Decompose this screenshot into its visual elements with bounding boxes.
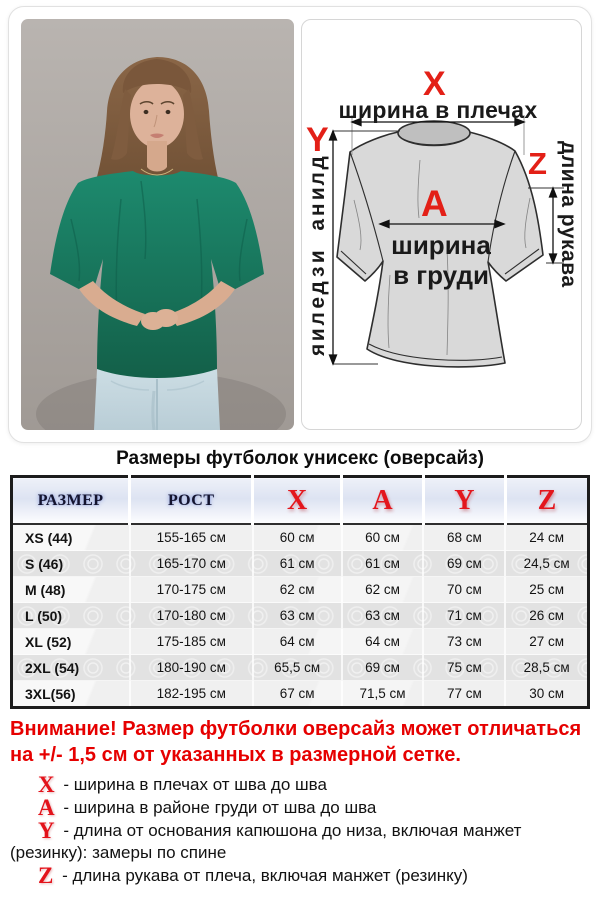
page-title: Размеры футболок унисекс (оверсайз): [116, 448, 484, 469]
legend-letter: Y: [38, 818, 55, 844]
legend-item-y: [10, 820, 586, 864]
table-row: [12, 629, 589, 655]
col-header-a: A: [342, 477, 424, 525]
diagram-letter-x: X: [423, 65, 446, 103]
product-size-page: [0, 6, 600, 906]
size-cell: XS (44): [12, 524, 130, 551]
value-cell: 180-190 см: [130, 655, 253, 681]
value-cell: 70 см: [423, 577, 505, 603]
col-header-size: РАЗМЕР: [12, 477, 130, 525]
value-cell: 61 см: [253, 551, 342, 577]
value-cell: 28,5 см: [505, 655, 588, 681]
table-row: [12, 551, 589, 577]
value-cell: 24,5 см: [505, 551, 588, 577]
value-cell: 182-195 см: [130, 681, 253, 708]
value-cell: 77 см: [423, 681, 505, 708]
size-cell: XL (52): [12, 629, 130, 655]
value-cell: 67 см: [253, 681, 342, 708]
value-cell: 63 см: [342, 603, 424, 629]
value-cell: 69 см: [423, 551, 505, 577]
value-cell: 25 см: [505, 577, 588, 603]
legend-text: - ширина в районе груди от шва до шва: [58, 798, 377, 818]
col-header-x: X: [253, 477, 342, 525]
col-header-z: Z: [505, 477, 588, 525]
value-cell: 155-165 см: [130, 524, 253, 551]
value-cell: 64 см: [342, 629, 424, 655]
table-row: [12, 681, 589, 708]
value-cell: 61 см: [342, 551, 424, 577]
value-cell: 60 см: [253, 524, 342, 551]
model-photo: [21, 19, 294, 430]
value-cell: 24 см: [505, 524, 588, 551]
value-cell: 71 см: [423, 603, 505, 629]
size-cell: 2XL (54): [12, 655, 130, 681]
size-cell: L (50): [12, 603, 130, 629]
value-cell: 63 см: [253, 603, 342, 629]
size-cell: 3XL(56): [12, 681, 130, 708]
value-cell: 64 см: [253, 629, 342, 655]
measurement-diagram: [301, 19, 582, 430]
value-cell: 165-170 см: [130, 551, 253, 577]
legend-letter: A: [38, 795, 55, 821]
col-header-y: Y: [423, 477, 505, 525]
size-cell: M (48): [12, 577, 130, 603]
table-row: [12, 524, 589, 551]
size-warning: Внимание! Размер футболки оверсайз может отличаться на +/- 1,5 см от указанных в размерной сетке.: [10, 718, 582, 767]
table-header-row: [12, 477, 589, 525]
model-photo-illustration: [21, 19, 294, 430]
value-cell: 62 см: [253, 577, 342, 603]
legend-text: - длина от основания капюшона до низа, включая манжет (резинку): замеры по спине: [10, 821, 522, 863]
value-cell: 170-175 см: [130, 577, 253, 603]
value-cell: 30 см: [529, 686, 565, 701]
diagram-label-sleeve-length: длина рукава: [557, 141, 580, 288]
value-cell: 65,5 см: [253, 655, 342, 681]
product-media-card: [8, 6, 592, 443]
value-cell: 170-180 см: [130, 603, 253, 629]
col-header-height: РОСТ: [130, 477, 253, 525]
size-table: [10, 475, 590, 709]
diagram-letter-y: Y: [306, 121, 329, 159]
measurement-legend: [10, 774, 586, 887]
legend-text: - ширина в плечах от шва до шва: [58, 775, 327, 795]
value-cell: 71,5 см: [342, 681, 424, 708]
table-row: [12, 655, 589, 681]
legend-letter: Z: [38, 863, 54, 889]
diagram-letter-z: Z: [528, 146, 547, 181]
value-cell: 69 см: [342, 655, 424, 681]
size-table-body: [12, 524, 589, 708]
diagram-label-chest-width-line1: ширина: [391, 230, 491, 260]
legend-item-x: [10, 774, 586, 796]
legend-letter: X: [38, 772, 55, 798]
value-cell: 68 см: [423, 524, 505, 551]
value-cell: 27 см: [505, 629, 588, 655]
size-cell: S (46): [12, 551, 130, 577]
value-cell: 75 см: [423, 655, 505, 681]
diagram-label-chest-width-line2: в груди: [393, 260, 489, 290]
diagram-letter-a: A: [421, 183, 448, 224]
value-cell: 26 см: [505, 603, 588, 629]
diagram-label-shoulder-width: ширина в плечах: [338, 97, 538, 123]
diagram-label-product-length: д л и н а и з д е л и я: [306, 156, 329, 357]
value-cell: 73 см: [423, 629, 505, 655]
legend-item-a: [10, 797, 586, 819]
value-cell: 175-185 см: [130, 629, 253, 655]
table-row: [12, 577, 589, 603]
value-cell: 60 см: [342, 524, 424, 551]
table-row: [12, 603, 589, 629]
value-cell: 62 см: [342, 577, 424, 603]
legend-text: - длина рукава от плеча, включая манжет (резинку): [57, 866, 468, 886]
legend-item-z: [10, 865, 586, 887]
